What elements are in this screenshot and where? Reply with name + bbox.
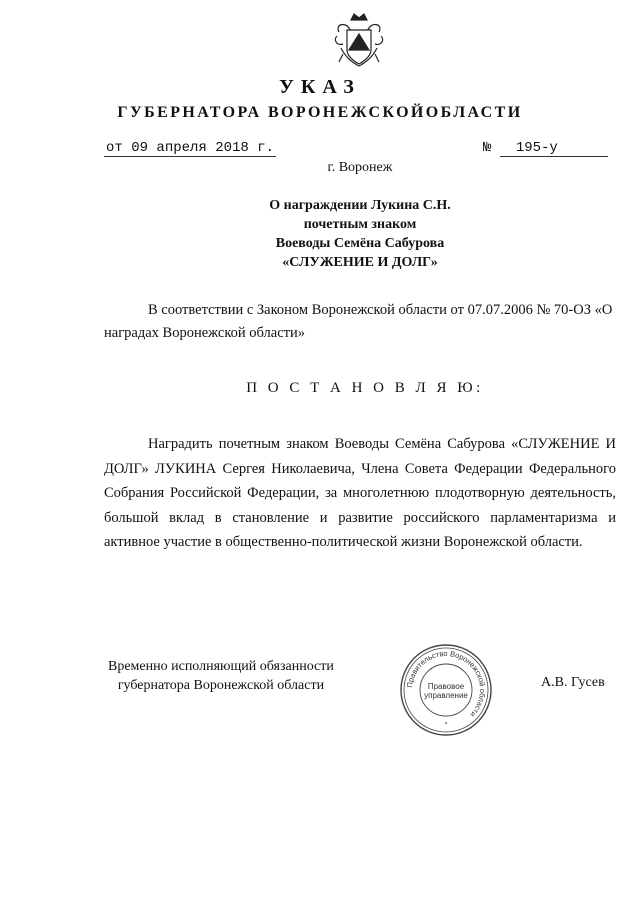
title-line-4: «СЛУЖЕНИЕ И ДОЛГ» <box>282 255 438 270</box>
date-prefix: от <box>106 140 123 156</box>
decree-date <box>104 140 276 157</box>
svg-text:*: * <box>444 722 448 728</box>
position-line-1: Временно исполняющий обязанности <box>108 659 334 674</box>
stamp-ring-text: Правительство Воронежской области <box>405 648 488 719</box>
number-label: № <box>483 140 492 156</box>
signatory-name: А.В. Гусев <box>541 675 605 690</box>
number-value: 195-у <box>500 140 608 157</box>
preamble-paragraph: В соответствии с Законом Воронежской области от 07.07.2006 № 70-ОЗ «О наградах Воронежской области» <box>104 302 613 341</box>
title-line-2: почетным знаком <box>303 217 417 232</box>
issuer-heading: ГУБЕРНАТОРА ВОРОНЕЖСКОЙОБЛАСТИ <box>117 104 523 121</box>
order-paragraph: Наградить почетным знаком Воеводы Семёна Сабурова «СЛУЖЕНИЕ И ДОЛГ» ЛУКИНА Сергея Николаевича, Члена Совета Федерации Федерального Собрания Российской Федерации, за многолетнюю плодотворную деятельность, большой вклад в становление и развитие российского парламентаризма и активное участие в общественно-политической жизни Воронежской области. <box>104 436 616 550</box>
decree-word: П О С Т А Н О В Л Я Ю: <box>246 380 484 396</box>
date-suffix: г. <box>257 140 275 156</box>
coat-of-arms-icon <box>329 10 389 70</box>
stamp-center-line-1: Правовое <box>427 682 465 691</box>
stamp-center-line-2: управление <box>424 691 468 700</box>
city-label: г. Воронеж <box>327 160 393 175</box>
title-line-3: Воеводы Семёна Сабурова <box>275 236 445 251</box>
title-line-1: О награждении Лукина С.Н. <box>269 198 451 213</box>
signatory-position <box>108 657 334 695</box>
decree-number <box>483 140 608 157</box>
official-stamp <box>398 642 494 738</box>
position-line-2: губернатора Воронежской области <box>117 678 325 693</box>
date-value: 09 апреля 2018 <box>131 140 249 156</box>
document-title <box>180 196 540 272</box>
decree-heading: УКАЗ <box>279 76 361 98</box>
